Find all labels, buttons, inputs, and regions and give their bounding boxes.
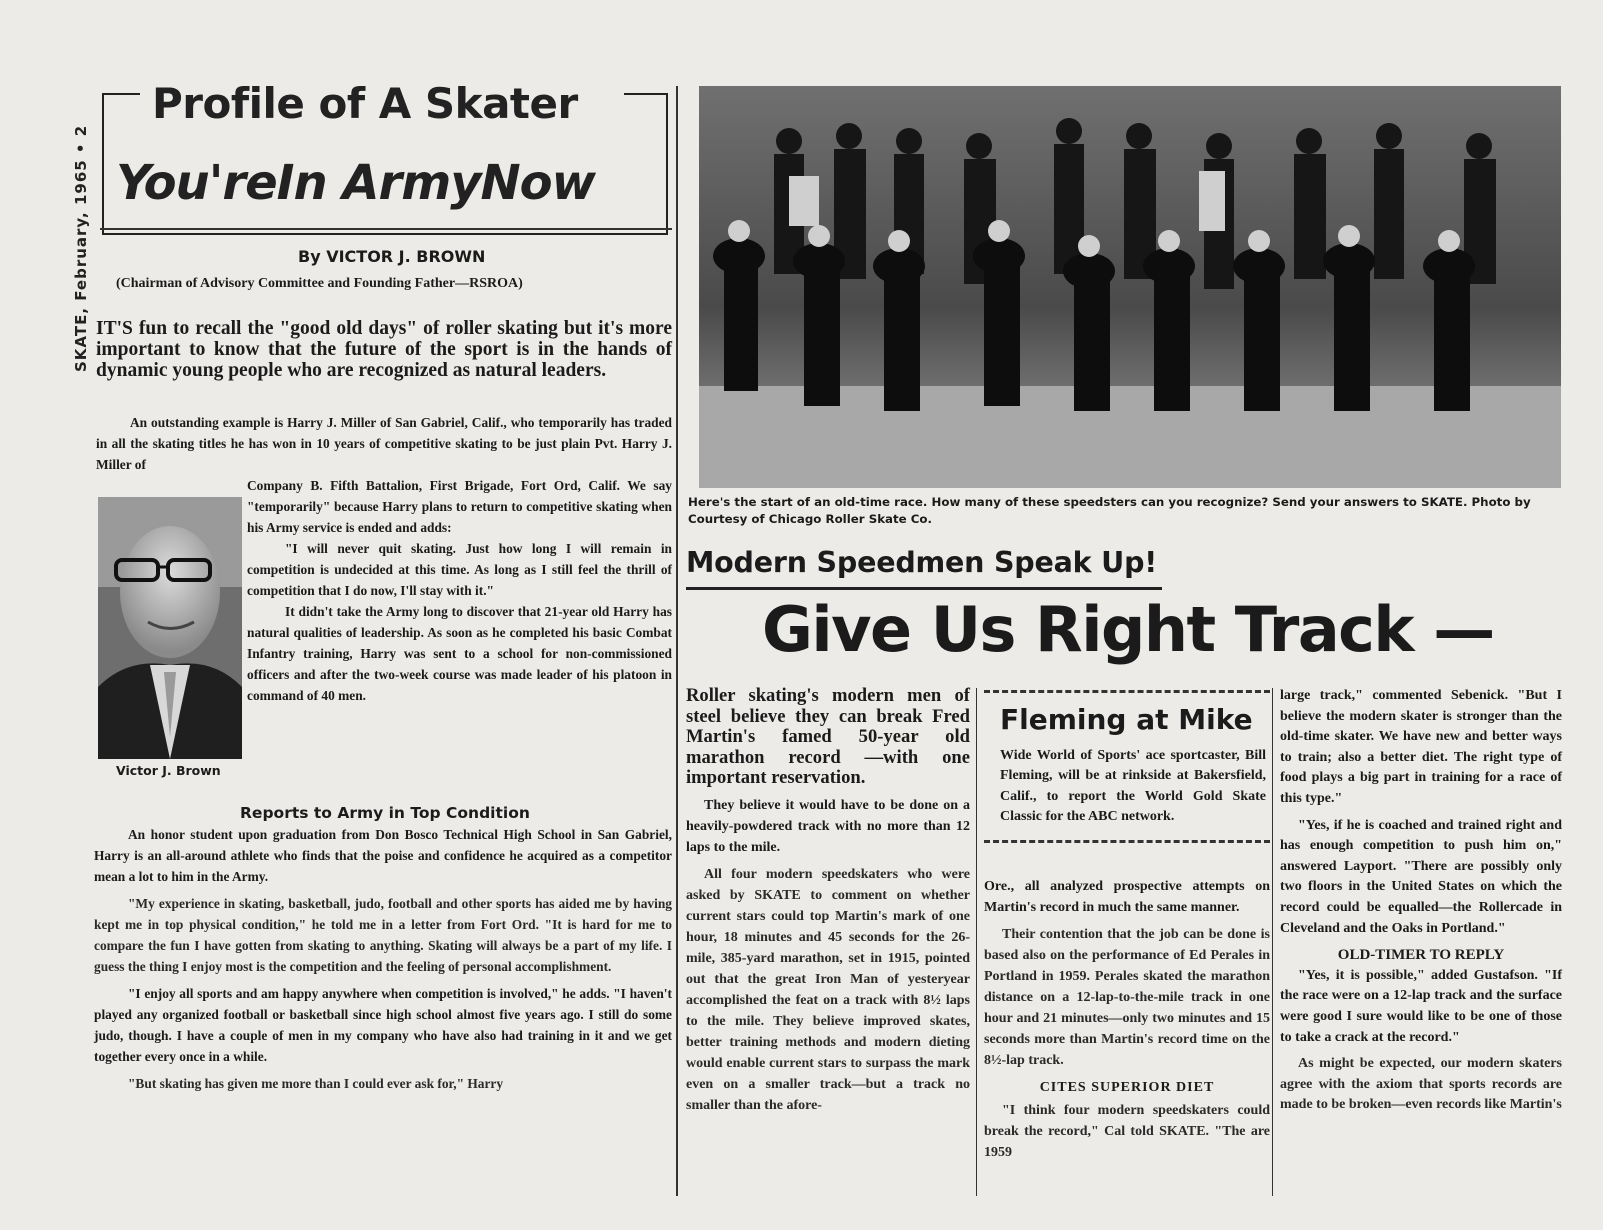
subhead-army: Reports to Army in Top Condition: [240, 804, 530, 822]
speedmen-column-2: Ore., all analyzed prospective attempts on Martin's record in much the same manner. Their contention that the job can be done is based also on the performance of Ed Perales in Portland in 1959. Perales skated the marathon distance on a 12-lap-to-the-mile track in one hour and 21 minutes—only two minutes and 15 seconds more than Martin's record time on the 8½-lap track. CITES SUPERIOR DIET "I think four modern speedskaters could break the record," Cal told SKATE. "The are 1959: [984, 879, 1270, 1160]
speedmen-column-3: large track," commented Sebenick. "But I believe the modern skater is stronger than the old-time skater. We have new and better ways to train; also a better diet. The right type of food plays a big part in training for a race of this type." "Yes, if he is coached and trained right and has enough competition to push him on," answered Layport. "There are possibly only two floors in the United States on which the record could be equalled—the Rollercade in Cleveland and the Oaks in Portland." OLD-TIMER TO REPLY "Yes, it is possible," added Gustafson. "If the race were on a 12-lap track and the surface were good I sure would like to be one of those to take a crack at the record." As might be expected, our modern skaters agree with the axiom that sports records are made to be broken—even records like Martin's: [1280, 688, 1562, 1113]
subhead-diet: CITES SUPERIOR DIET: [1039, 1080, 1215, 1095]
headline-box: [102, 79, 668, 235]
lead-paragraph: IT'S fun to recall the "good old days" of roller skating but it's more important to know that the future of the sport is in the hands of dynamic young people who are recognized as natural leaders.: [96, 318, 672, 381]
column-divider: [676, 86, 678, 1196]
intro-paragraph: An outstanding example is Harry J. Miller of San Gabriel, Calif., who temporarily has traded in all the skating titles he has won in 10 years of competitive skating to be just plain Pvt. Harry J. Miller of: [96, 415, 672, 472]
fleming-box: [984, 690, 1270, 866]
wrapped-text: Company B. Fifth Battalion, First Brigade, Fort Ord, Calif. We say "temporarily" because Harry plans to return to competitive skating when his Army service is ended and adds: "I will never quit skating. Just how long I will remain in competition is undecided at this time. As long as I still feel the thrill of competition that I do now, I'll stay with it." It didn't take the Army long to discover that 21-year old Harry has natural qualities of leadership. As soon as he completed his basic Combat Infantry training, Harry was sent to a school for non-commissioned officers and after the two-week course was made leader of his platoon in command of 40 men.: [247, 478, 672, 703]
headline-underline: [100, 228, 672, 230]
portrait-photo: [98, 497, 242, 759]
portrait-caption: Victor J. Brown: [116, 763, 221, 778]
old-time-race-photo: [699, 86, 1561, 488]
fleming-title: Fleming at Mike: [1000, 703, 1253, 736]
army-article-body: An honor student upon graduation from Don Bosco Technical High School in San Gabriel, Harry is an all-around athlete who finds that the poise and confidence he acquired as a competitor mean a lot to him in the Army. "My experience in skating, basketball, judo, football and other sports has aided me by having kept me in top physical condition," he told me in a letter from Fort Ord. "It is hard for me to compare the fun I have gotten from skating to anything. Skating will always be a part of my life. I guess the thing I enjoy most is the competition and the feeling of personal accomplishment. "I enjoy all sports and am happy anywhere when competition is involved," he adds. "I haven't played any organized football or basketball since high school almost five years ago. I still do some judo, though. I have a couple of men in my company who have also had training in it and we get together every once in a while. "But skating has given me more than I could ever ask for," Harry: [94, 827, 672, 1091]
headline-kicker: Profile of A Skater: [142, 79, 588, 128]
column-divider: [976, 688, 977, 1196]
column-divider: [1272, 688, 1273, 1196]
race-photo-caption: Here's the start of an old-time race. How many of these speedsters can you recognize? Send your answers to SKATE. Photo by Courtesy of Chicago Roller Skate Co.: [688, 495, 1531, 526]
main-headline: Give Us Right Track —: [762, 593, 1494, 666]
section-kicker: Modern Speedmen Speak Up!: [686, 546, 1158, 579]
speedmen-column-1: Roller skating's modern men of steel believe they can break Fred Martin's famed 50-year old marathon record —with one important reservation. They believe it would have to be done on a heavily-powdered track with no more than 12 laps to the mile. All four modern speedskaters who were asked by SKATE to comment on whether current stars could top Martin's mark of one hour, 18 minutes and 45 seconds for the 26-mile, 385-yard marathon, set in 1915, pointed out that the great Iron Man of yesteryear accomplished the feat on a track with 8½ laps to the mile. They believe improved skates, better training methods and modern dieting would enable current stars to surpass the mark even on a smaller track—but a track no smaller than the afore-: [686, 685, 970, 1113]
subhead-old-timer: OLD-TIMER TO REPLY: [1337, 947, 1505, 964]
headline-title: You'reIn ArmyNow: [116, 155, 595, 211]
fleming-text: Wide World of Sports' ace sportcaster, Bill Fleming, will be at rinkside at Bakersfield, Calif., to report the World Gold Skate Classic for the ABC network.: [1000, 748, 1266, 825]
byline-note: (Chairman of Advisory Committee and Founding Father—RSROA): [116, 276, 523, 291]
page-folio: SKATE, February, 1965 • 2: [72, 124, 90, 372]
byline: By VICTOR J. BROWN: [298, 247, 486, 266]
section-rule: [686, 587, 1162, 590]
